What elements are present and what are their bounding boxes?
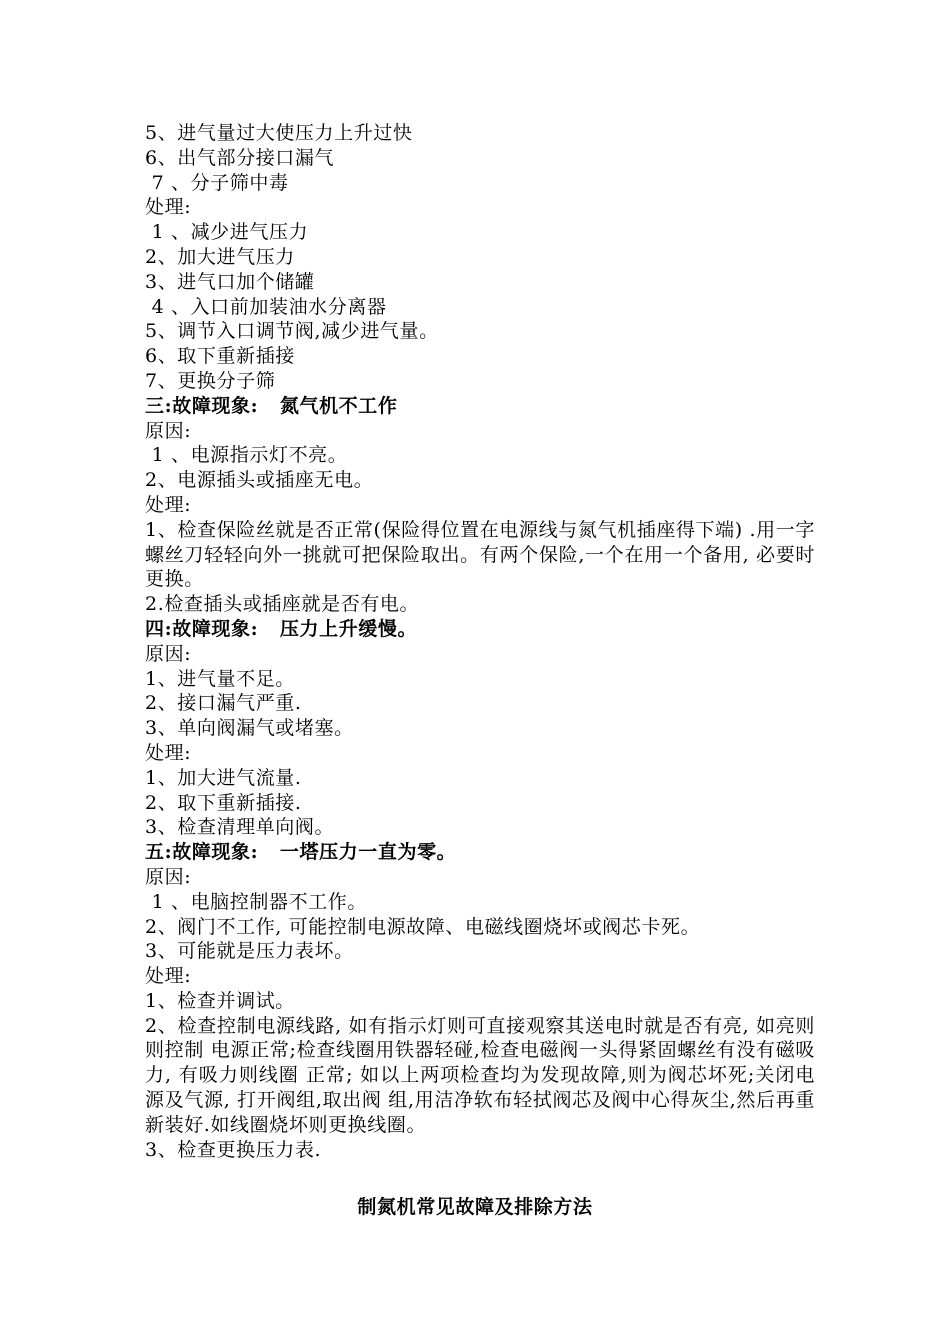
text-line: 4 、入口前加装油水分离器 [145, 295, 387, 318]
paragraph: 2、检查控制电源线路, 如有指示灯则可直接观察其送电时就是否有亮, 如亮则则控制 电源正常;检查线圈用铁器轻碰,检查电磁阀一头得紧固螺丝有没有磁吸力, 有吸力则线圈 正常; 如以上两项检查均为发现故障,则为阀芯坏死;关闭电源及气源, 打开阀组,取出阀 组,用洁净软布轻拭阀芯及阀中心得灰尘,然后再重新装好.如线圈烧坏则更换线圈。 [145, 1014, 815, 1136]
text-line: 1 、减少进气压力 [145, 221, 309, 244]
text-line: 1 、电脑控制器不工作。 [145, 890, 367, 913]
text-line: 5、调节入口调节阀,减少进气量。 [145, 320, 439, 343]
text-line: 6、出气部分接口漏气 [145, 146, 335, 169]
text-line: 3、检查更换压力表. [145, 1138, 322, 1161]
fault-heading: 五:故障现象: 一塔压力一直为零。 [145, 841, 457, 864]
text-line: 2、取下重新插接. [145, 791, 302, 814]
section-label: 处理: [145, 493, 192, 516]
text-line: 2、电源插头或插座无电。 [145, 469, 374, 492]
text-line: 2、阀门不工作, 可能控制电源故障、电磁线圈烧坏或阀芯卡死。 [145, 915, 701, 938]
text-line: 1、检查并调试。 [145, 989, 295, 1012]
text-line: 2、接口漏气严重. [145, 692, 302, 715]
fault-heading: 三:故障现象: 氮气机不工作 [145, 394, 398, 417]
section-label: 处理: [145, 965, 192, 988]
section-label: 原因: [145, 419, 192, 442]
text-line: 5、进气量过大使压力上升过快 [145, 122, 413, 144]
text-line: 3、进气口加个储罐 [145, 270, 315, 293]
text-line: 6、取下重新插接 [145, 345, 295, 368]
text-line: 1、进气量不足。 [145, 667, 295, 690]
document-title: 制氮机常见故障及排除方法 [357, 1196, 593, 1218]
text-line: 2、加大进气压力 [145, 245, 295, 268]
section-label: 原因: [145, 642, 192, 665]
text-line: 2.检查插头或插座就是否有电。 [145, 593, 420, 616]
section-label: 处理: [145, 196, 192, 219]
text-line: 7、更换分子筛 [145, 369, 276, 392]
section-label: 处理: [145, 741, 192, 764]
section-label: 原因: [145, 865, 192, 888]
text-line: 3、检查清理单向阀。 [145, 816, 335, 839]
text-line: 7 、分子筛中毒 [145, 171, 289, 194]
document-body [145, 121, 815, 1162]
text-line: 1 、电源指示灯不亮。 [145, 444, 348, 467]
text-line: 1、加大进气流量. [145, 766, 302, 789]
fault-heading: 四:故障现象: 压力上升缓慢。 [145, 617, 418, 640]
paragraph: 1、检查保险丝就是否正常(保险得位置在电源线与氮气机插座得下端) .用一字螺丝刀轻轻向外一挑就可把保险取出。有两个保险,一个在用一个备用, 必要时更换。 [145, 518, 815, 591]
text-line: 3、可能就是压力表坏。 [145, 940, 354, 963]
text-line: 3、单向阀漏气或堵塞。 [145, 717, 354, 740]
